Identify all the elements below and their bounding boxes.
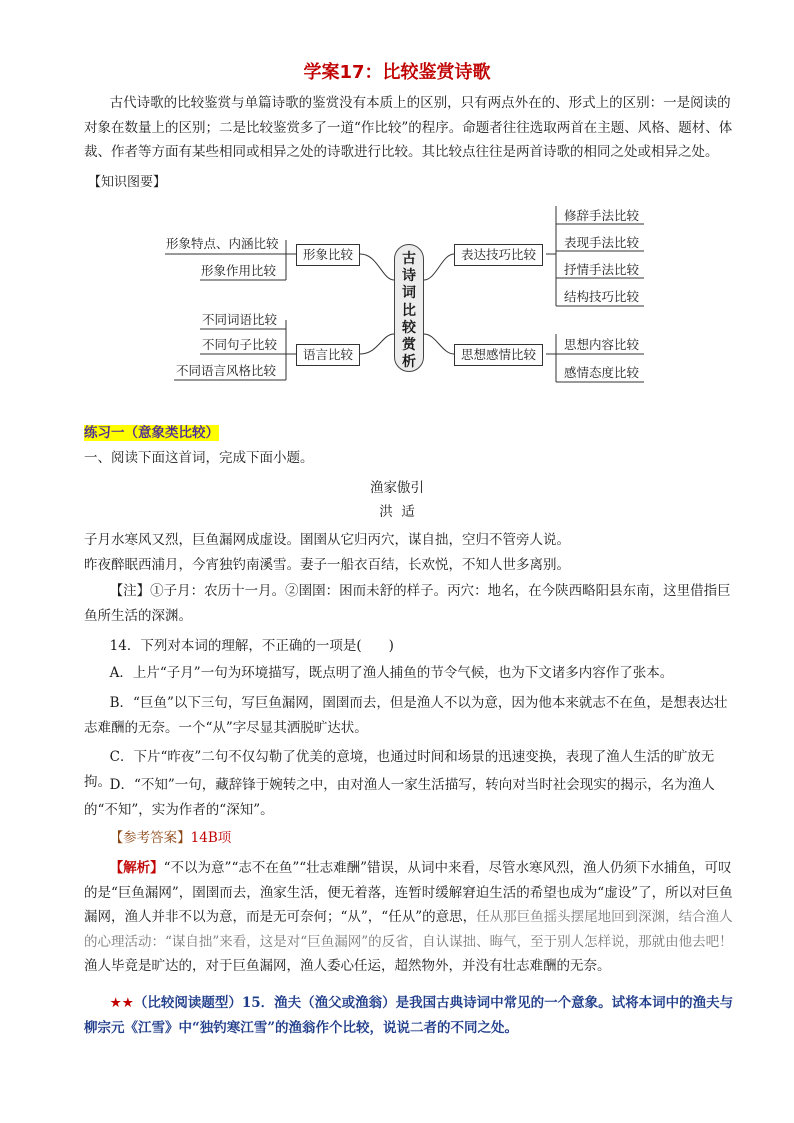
reference-answer bbox=[84, 826, 736, 851]
node-emotion-compare: 思想感情比较 bbox=[454, 344, 543, 366]
center-char: 赏 bbox=[402, 337, 416, 354]
question-15 bbox=[84, 991, 736, 1040]
poem-author: 洪 适 bbox=[379, 504, 415, 520]
question-14-option-a: A．上片“子月”一句为环境描写，既点明了渔人捕鱼的节令气候，也为下文诸多内容作了张本。 bbox=[109, 665, 674, 681]
center-char: 比 bbox=[402, 302, 416, 319]
question-14-option-b: B．“巨鱼”以下三句，写巨鱼漏网，圉圉而去，但是渔人不以为意，因为他本来就志不在鱼，是想表达壮志难酬的无奈。一个“从”字尽显其洒脱旷达状。 bbox=[84, 695, 728, 736]
leaf-language-words: 不同词语比较 bbox=[202, 312, 278, 327]
analysis-text-main: “不以为意”“志不在鱼”“壮志难酬”错误，从词中来看，尽管水寒风烈，渔人仍须下水捕鱼，可叹的是“巨鱼漏网”，圉圉而去，渔家生活，便无着落，连暂时缓解窘迫生活的希望也成为“虚设”了，所以对巨鱼漏网，渔人并非不以为意，而是无可奈何；“从”，“任从”的意思， bbox=[84, 860, 733, 925]
leaf-imagery-function: 形象作用比较 bbox=[201, 263, 277, 278]
analysis-text-gray: 任从那巨鱼摇头摆尾地回到深渊，结合渔人的心理活动：“谋自拙”来看，这是对“巨鱼漏网”的反省，自认谋拙、晦气，至于别人怎样说，那就由他去吧！ bbox=[84, 909, 733, 950]
page-title: 学案17：比较鉴赏诗歌 bbox=[303, 62, 491, 83]
question-14-option-d: D．“不知”一句，藏辞锋于婉转之中，由对渔人一家生活描写，转向对当时社会现实的揭示，名为渔人的“不知”，实为作者的“深知”。 bbox=[84, 777, 715, 818]
poem-note: 【注】①子月：农历十一月。②圉圉：困而未舒的样子。丙穴：地名，在今陕西略阳县东南，这里借指巨鱼所生活的深渊。 bbox=[84, 583, 731, 624]
center-char: 诗 bbox=[402, 268, 416, 285]
leaf-lyric: 抒情手法比较 bbox=[564, 262, 640, 277]
leaf-content: 思想内容比较 bbox=[564, 337, 640, 352]
answer-label: 【参考答案】 bbox=[109, 830, 191, 846]
exercise-heading bbox=[84, 421, 736, 446]
center-char: 析 bbox=[402, 354, 416, 371]
knowledge-diagram bbox=[160, 196, 660, 386]
leaf-structure: 结构技巧比较 bbox=[564, 289, 640, 304]
analysis-label: 【解析】 bbox=[109, 860, 164, 876]
question-14-stem: 14．下列对本词的理解，不正确的一项是( ) bbox=[109, 638, 394, 654]
instruction: 一、阅读下面这首词，完成下面小题。 bbox=[84, 450, 314, 466]
node-imagery-compare: 形象比较 bbox=[296, 244, 360, 266]
poem-line-2: 昨夜醉眠西浦月，今宵独钓南溪雪。妻子一船衣百结，长欢悦，不知人世多离别。 bbox=[84, 557, 570, 573]
center-char: 古 bbox=[402, 251, 416, 267]
poem-line-1: 子月水寒风又烈，巨鱼漏网成虚设。圉圉从它归丙穴，谋自拙，空归不管旁人说。 bbox=[84, 532, 570, 548]
center-char: 词 bbox=[402, 285, 416, 302]
leaf-language-sentences: 不同句子比较 bbox=[202, 337, 278, 352]
intro-paragraph: 古代诗歌的比较鉴赏与单篇诗歌的鉴赏没有本质上的区别，只有两点外在的、形式上的区别：一是阅读的对象在数量上的区别；二是比较鉴赏多了一道“作比较”的程序。命题者往往选取两首在主题、风格、题材、体裁、作者等方面有某些相同或相异之处的诗歌进行比较。其比较点往往是两首诗歌的相同之处或相异之处。 bbox=[84, 95, 733, 160]
node-technique-compare: 表达技巧比较 bbox=[454, 244, 543, 266]
leaf-expression: 表现手法比较 bbox=[564, 235, 640, 250]
analysis-text-end: 渔人毕竟是旷达的，对于巨鱼漏网，渔人委心任运，超然物外，并没有壮志难酬的无奈。 bbox=[84, 958, 611, 974]
leaf-rhetoric: 修辞手法比较 bbox=[564, 208, 640, 223]
answer-value: 14B项 bbox=[190, 830, 232, 846]
leaf-language-style: 不同语言风格比较 bbox=[176, 363, 277, 378]
question-15-text: 15．渔夫（渔父或渔翁）是我国古典诗词中常见的一个意象。试将本词中的渔夫与柳宗元《江雪》中“独钓寒江雪”的渔翁作个比较，说说二者的不同之处。 bbox=[84, 995, 734, 1036]
analysis-paragraph bbox=[84, 856, 736, 979]
poem-title: 渔家傲引 bbox=[370, 480, 424, 496]
knowledge-label: 【知识图要】 bbox=[88, 175, 167, 190]
difficulty-stars: ★★ bbox=[109, 995, 134, 1011]
node-language-compare: 语言比较 bbox=[296, 344, 360, 366]
center-char: 较 bbox=[402, 319, 416, 336]
question-15-tag: （比较阅读题型） bbox=[133, 995, 242, 1011]
center-topic-node bbox=[394, 244, 424, 372]
question-14-option-c: C．下片“昨夜”二句不仅勾勒了优美的意境，也通过时间和场景的迅速变换，表现了渔人生活的旷放无拘。 bbox=[84, 749, 715, 790]
exercise-heading-text: 练习一（意象类比较） bbox=[84, 425, 219, 441]
leaf-attitude: 感情态度比较 bbox=[564, 365, 640, 380]
leaf-imagery-feature: 形象特点、内涵比较 bbox=[166, 236, 279, 251]
